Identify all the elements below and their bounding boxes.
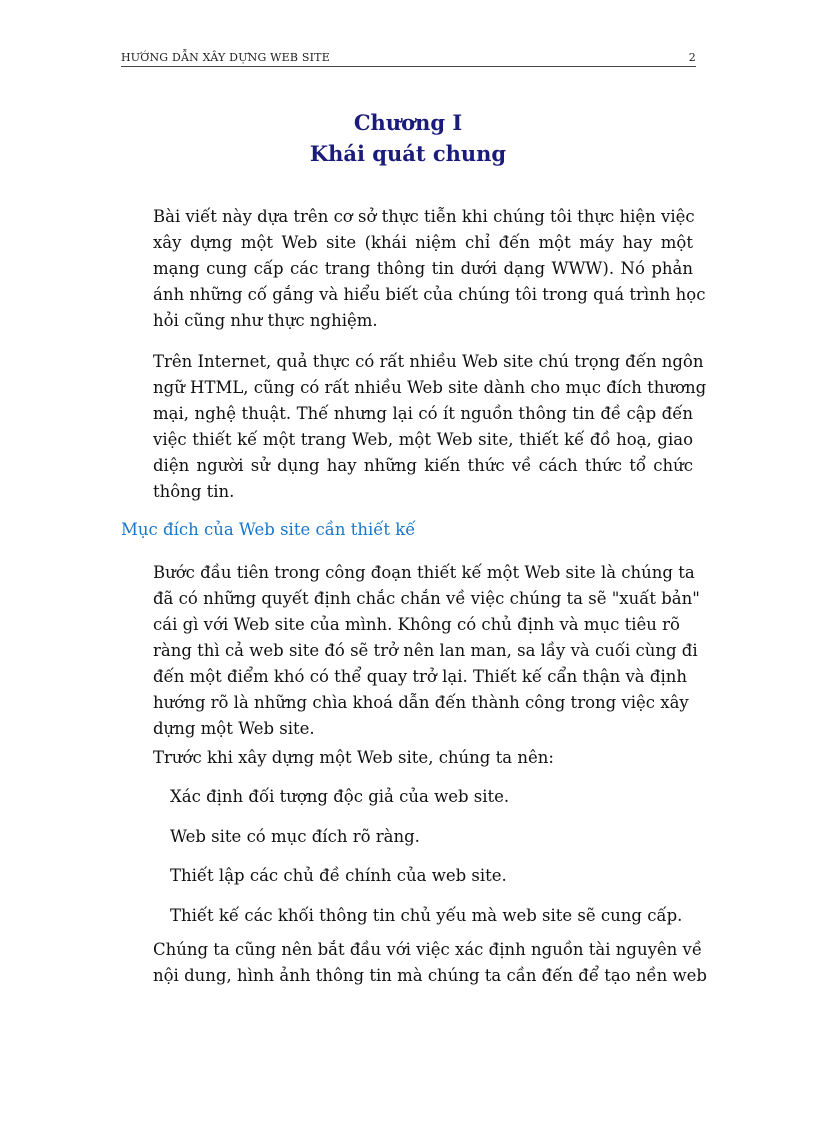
list-item: Thiết kế các khối thông tin chủ yếu mà web site sẽ cung cấp. <box>170 905 683 925</box>
text-line: Bước đầu tiên trong công đoạn thiết kế một Web site là chúng ta <box>153 563 695 582</box>
page-number: 2 <box>688 51 696 64</box>
text-line: hướng rõ là những chìa khoá dẫn đến thành công trong việc xây <box>153 693 689 712</box>
text-line: Bài viết này dựa trên cơ sở thực tiễn khi chúng tôi thực hiện việc <box>153 207 695 226</box>
text-line: mạng cung cấp các trang thông tin dưới dạng WWW). Nó phản <box>153 259 693 278</box>
text-line: mại, nghệ thuật. Thế nhưng lại có ít nguồn thông tin đề cập đến <box>153 404 693 423</box>
text-line: Trên Internet, quả thực có rất nhiều Web site chú trọng đến ngôn <box>153 352 704 371</box>
list-item: Web site có mục đích rõ ràng. <box>170 826 420 846</box>
list-item: Xác định đối tượng độc giả của web site. <box>170 787 510 806</box>
steps-list <box>170 786 690 944</box>
text-line: đã có những quyết định chắc chắn về việc chúng ta sẽ "xuất bản" <box>153 589 700 608</box>
page-header <box>121 50 696 67</box>
text-line: việc thiết kế một trang Web, một Web site, thiết kế đồ hoạ, giao <box>153 430 693 449</box>
list-intro: Trước khi xây dựng một Web site, chúng ta nên: <box>153 748 554 767</box>
text-line: hỏi cũng như thực nghiệm. <box>153 311 378 330</box>
paragraph-intro <box>153 204 706 334</box>
text-line: dựng một Web site. <box>153 719 315 738</box>
chapter-title: Khái quát chung <box>309 141 507 166</box>
list-item: Thiết lập các chủ đề chính của web site. <box>170 866 507 885</box>
paragraph-purpose <box>153 560 700 742</box>
chapter-number: Chương I <box>353 110 463 135</box>
text-line: thông tin. <box>153 482 235 501</box>
text-line: ngữ HTML, cũng có rất nhiều Web site dành cho mục đích thương <box>153 378 707 397</box>
text-line: ràng thì cả web site đó sẽ trở nên lan man, sa lầy và cuối cùng đi <box>153 641 698 660</box>
section-heading: Mục đích của Web site cần thiết kế <box>121 520 416 539</box>
text-line: diện người sử dụng hay những kiến thức về cách thức tổ chức <box>153 456 693 475</box>
paragraph-resources <box>153 937 707 989</box>
text-line: Chúng ta cũng nên bắt đầu với việc xác định nguồn tài nguyên về <box>153 940 703 959</box>
text-line: xây dựng một Web site (khái niệm chỉ đến một máy hay một <box>153 233 693 252</box>
paragraph-internet <box>153 349 707 505</box>
header-title: HƯỚNG DẪN XÂY DỰNG WEB SITE <box>121 51 330 64</box>
text-line: đến một điểm khó có thể quay trở lại. Thiết kế cẩn thận và định <box>153 667 687 686</box>
text-line: ánh những cố gắng và hiểu biết của chúng tôi trong quá trình học <box>153 285 706 304</box>
text-line: nội dung, hình ảnh thông tin mà chúng ta cần đến để tạo nền web <box>153 966 707 985</box>
text-line: cái gì với Web site của mình. Không có chủ định và mục tiêu rõ <box>153 615 680 634</box>
